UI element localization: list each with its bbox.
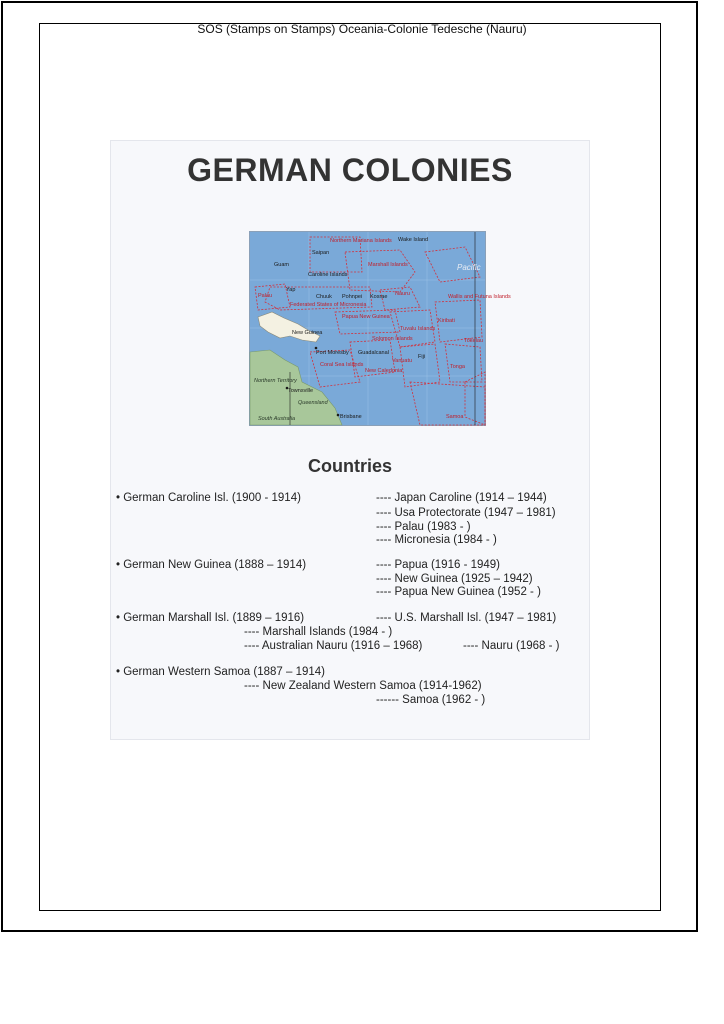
successor-marshall-islands: ---- Marshall Islands (1984 - ) [244, 626, 393, 638]
map-label-brisbane: Brisbane [340, 414, 362, 420]
colony-marshall: • German Marshall Isl. (1889 – 1916) [116, 612, 305, 624]
map-label-northern-territory: Northern Territory [254, 378, 297, 384]
map-label-kosrae: Kosrae [370, 294, 388, 300]
townsville-dot [286, 387, 289, 390]
map-label-solomon: Solomon Islands [372, 336, 413, 342]
map-label-fsm: Federated States of Micronesia [290, 302, 367, 308]
successor-micronesia: ---- Micronesia (1984 - ) [376, 534, 497, 546]
oceania-map-graphic [250, 232, 511, 425]
map-label-saipan: Saipan [312, 250, 330, 256]
successor-nauru: ---- Nauru (1968 - ) [463, 640, 560, 652]
map-label-nauru: Nauru [395, 291, 410, 297]
panel-title: GERMAN COLONIES [187, 152, 513, 188]
map-label-coral-sea: Coral Sea Islands [320, 362, 364, 368]
map-label-tokelau: Tokelau [464, 338, 483, 344]
port-moresby-dot [315, 347, 318, 350]
map-label-queensland: Queensland [298, 400, 328, 406]
colony-western-samoa: • German Western Samoa (1887 – 1914) [116, 666, 326, 678]
page-header: SOS (Stamps on Stamps) Oceania-Colonie Tedesche (Nauru) [197, 22, 527, 36]
colony-caroline: • German Caroline Isl. (1900 - 1914) [116, 492, 301, 504]
successor-australian-nauru: ---- Australian Nauru (1916 – 1968) [244, 640, 423, 652]
map-label-south-australia: South Australia [258, 416, 296, 422]
map-label-samoa: Samoa [446, 414, 464, 420]
countries-heading: Countries [307, 456, 392, 476]
map-label-wallis: Wallis and Futuna Islands [448, 294, 511, 300]
successor-japan-caroline: ---- Japan Caroline (1914 – 1944) [376, 492, 547, 504]
successor-nz-western-samoa: ---- New Zealand Western Samoa (1914-1962) [244, 680, 482, 692]
map-label-townsville: Townsville [288, 388, 314, 394]
successor-samoa: ------ Samoa (1962 - ) [376, 694, 486, 706]
colony-new-guinea: • German New Guinea (1888 – 1914) [116, 559, 307, 571]
map-label-port-moresby: Port Moresby [316, 350, 349, 356]
map-label-kiribati: Kiribati [438, 318, 455, 324]
oceania-map [249, 231, 511, 426]
scanned-page [110, 140, 590, 740]
map-label-pacific: Pacific [457, 263, 481, 272]
successor-papua-new-guinea: ---- Papua New Guinea (1952 - ) [376, 586, 541, 598]
successor-palau: ---- Palau (1983 - ) [376, 521, 471, 533]
map-label-guam: Guam [274, 262, 289, 268]
brisbane-dot [337, 414, 340, 417]
successor-new-guinea: ---- New Guinea (1925 – 1942) [376, 573, 533, 585]
map-label-fiji: Fiji [418, 354, 426, 360]
successor-papua: ---- Papua (1916 - 1949) [376, 559, 501, 571]
map-label-wake: Wake Island [398, 237, 429, 243]
map-label-chuuk: Chuuk [316, 294, 332, 300]
map-label-guadalcanal: Guadalcanal [358, 350, 389, 356]
map-label-northern-marianas: Northern Mariana Islands [330, 238, 392, 244]
map-label-vanuatu: Vanuatu [392, 358, 413, 364]
map-label-pohnpei: Pohnpei [342, 294, 363, 300]
map-label-new-caledonia: New Caledonia [365, 368, 403, 374]
map-label-tuvalu: Tuvalu Islands [400, 326, 436, 332]
map-label-yap: Yap [286, 287, 296, 293]
map-label-papua: Papua New Guinea [342, 314, 390, 320]
map-label-tonga: Tonga [450, 364, 465, 370]
map-label-palau: Palau [258, 293, 273, 299]
map-label-marshall: Marshall Islands [368, 262, 408, 268]
successor-usa-protectorate: ---- Usa Protectorate (1947 – 1981) [376, 507, 556, 519]
map-label-new-guinea: New Guinea [292, 330, 323, 336]
successor-us-marshall: ---- U.S. Marshall Isl. (1947 – 1981) [376, 612, 557, 624]
map-label-caroline: Caroline Islands [308, 272, 348, 278]
